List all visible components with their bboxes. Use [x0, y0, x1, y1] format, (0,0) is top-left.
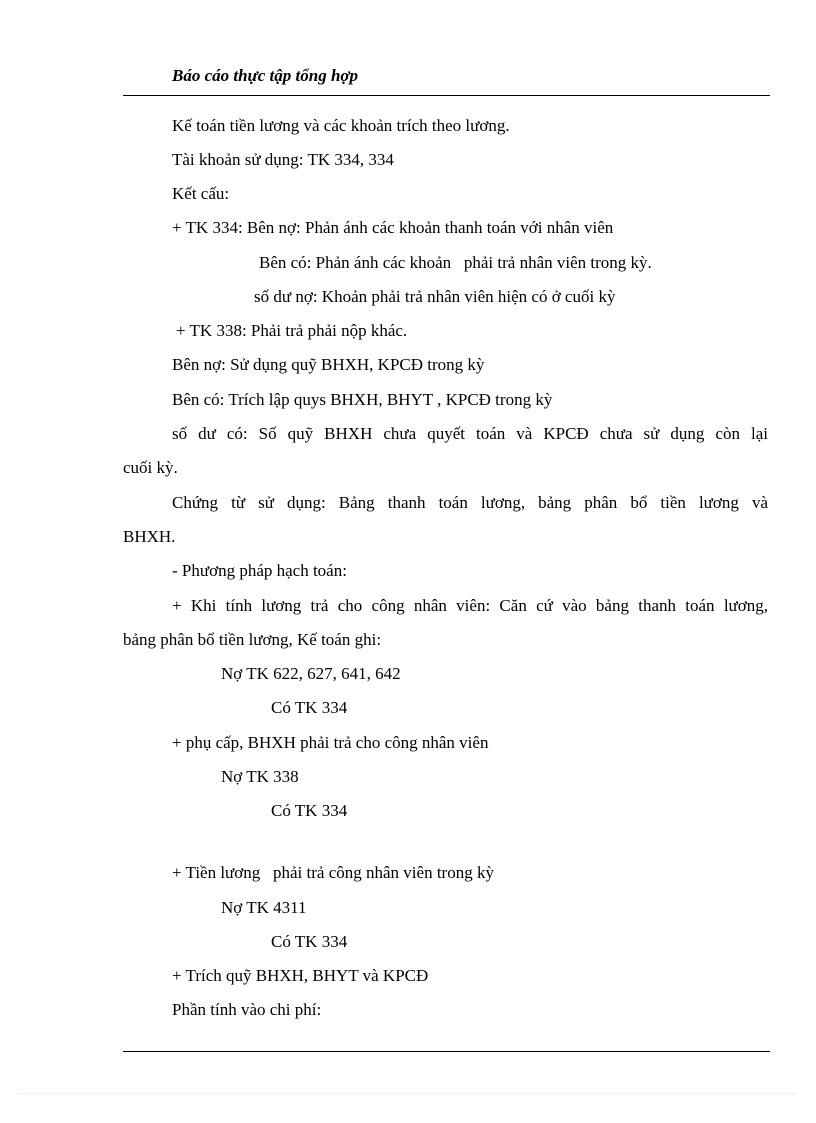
text-line: số dư có: Số quỹ BHXH chưa quyết toán và KPCĐ chưa sử dụng còn lại	[172, 424, 768, 443]
text-line: Có TK 334	[271, 698, 348, 717]
text-line: Bên có: Trích lập quys BHXH, BHYT , KPCĐ trong kỳ	[172, 390, 553, 409]
text-line: + TK 338: Phải trả phải nộp khác.	[176, 321, 408, 340]
text-line: - Phương pháp hạch toán:	[172, 561, 347, 580]
text-line: cuối kỳ.	[123, 458, 178, 477]
text-line: Có TK 334	[271, 801, 348, 820]
text-line: + Khi tính lương trả cho công nhân viên: Căn cứ vào bảng thanh toán lương,	[172, 596, 768, 615]
text-line: + phụ cấp, BHXH phải trả cho công nhân viên	[172, 733, 489, 752]
text-line: BHXH.	[123, 527, 176, 546]
text-line: Chứng từ sử dụng: Bảng thanh toán lương, bảng phân bổ tiền lương và	[172, 493, 768, 512]
text-line: Kế toán tiền lương và các khoản trích theo lương.	[172, 116, 510, 135]
footer-rule	[123, 1051, 770, 1052]
text-line: Có TK 334	[271, 932, 348, 951]
text-line: Bên có: Phản ánh các khoản phải trả nhân viên trong kỳ.	[259, 253, 652, 272]
text-line: Nợ TK 338	[221, 767, 299, 786]
text-line: + Tiền lương phải trả công nhân viên trong kỳ	[172, 863, 494, 882]
text-line: Nợ TK 622, 627, 641, 642	[221, 664, 401, 683]
text-line: Kết cấu:	[172, 184, 230, 203]
page-header-title: Báo cáo thực tập tổng hợp	[172, 66, 359, 85]
text-line: Nợ TK 4311	[221, 898, 307, 917]
text-line: + TK 334: Bên nợ: Phản ánh các khoản thanh toán với nhân viên	[172, 218, 614, 237]
text-line: + Trích quỹ BHXH, BHYT và KPCĐ	[172, 966, 429, 985]
text-line: Tài khoản sử dụng: TK 334, 334	[172, 150, 394, 169]
text-line: bảng phân bổ tiền lương, Kế toán ghi:	[123, 630, 382, 649]
page-edge-divider	[20, 1093, 796, 1094]
header-rule	[123, 95, 770, 96]
text-line: số dư nợ: Khoản phải trả nhân viên hiện có ở cuối kỳ	[254, 287, 616, 306]
text-line: Phần tính vào chi phí:	[172, 1000, 322, 1019]
text-line: Bên nợ: Sử dụng quỹ BHXH, KPCĐ trong kỳ	[172, 355, 485, 374]
